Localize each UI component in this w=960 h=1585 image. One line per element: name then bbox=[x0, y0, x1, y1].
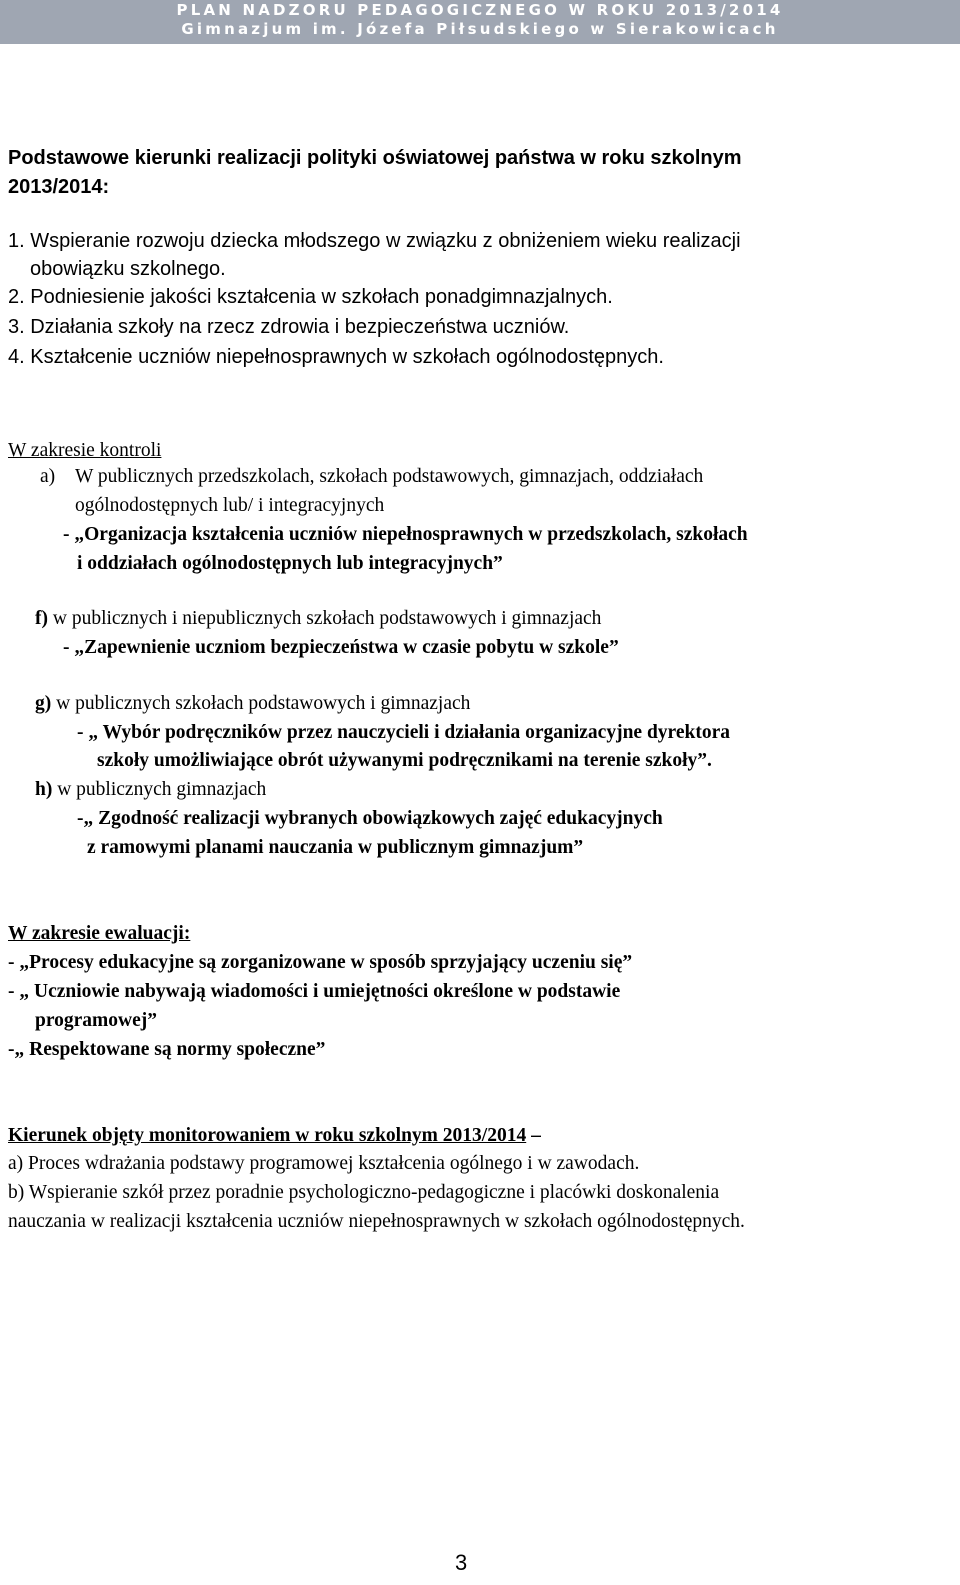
kontrola-h-topic-line2: z ramowymi planami nauczania w publicznym gimnazjum” bbox=[87, 837, 584, 858]
page-header bbox=[0, 0, 960, 44]
kontrola-h-label: h) bbox=[35, 779, 53, 800]
ewaluacja-item-3: -„ Respektowane są normy społeczne” bbox=[8, 1039, 326, 1060]
policy-item-4: 4. Kształcenie uczniów niepełnosprawnych w szkołach ogólnodostępnych. bbox=[8, 346, 664, 368]
kontrola-g-topic-line1: - „ Wybór podręczników przez nauczycieli i działania organizacyjne dyrektora bbox=[77, 722, 731, 743]
kontrola-f-text: w publicznych i niepublicznych szkołach podstawowych i gimnazjach bbox=[48, 608, 602, 629]
monitoring-heading-line bbox=[8, 1125, 541, 1147]
kontrola-g-text: w publicznych szkołach podstawowych i gimnazjach bbox=[51, 693, 471, 714]
monitoring-item-b-line2: nauczania w realizacji kształcenia uczniów niepełnosprawnych w szkołach ogólnodostępnych. bbox=[8, 1211, 745, 1232]
kontrola-heading: W zakresie kontroli bbox=[8, 440, 162, 461]
kontrola-h-line bbox=[35, 779, 266, 801]
kontrola-a-topic-line2: i oddziałach ogólnodostępnych lub integracyjnych” bbox=[77, 553, 503, 574]
policy-item-1-cont: obowiązku szkolnego. bbox=[30, 258, 226, 280]
policy-item-3: 3. Działania szkoły na rzecz zdrowia i bezpieczeństwa uczniów. bbox=[8, 316, 570, 338]
kontrola-h-topic-line1: -„ Zgodność realizacji wybranych obowiązkowych zajęć edukacyjnych bbox=[77, 808, 663, 829]
kontrola-h-text: w publicznych gimnazjach bbox=[52, 779, 267, 800]
kontrola-a-label: a) bbox=[40, 466, 56, 487]
kontrola-a-topic-line1: - „Organizacja kształcenia uczniów niepełnosprawnych w przedszkolach, szkołach bbox=[63, 524, 748, 545]
kontrola-g-topic-line2: szkoły umożliwiające obrót używanymi podręcznikami na terenie szkoły”. bbox=[97, 750, 712, 771]
kontrola-g-line bbox=[35, 693, 470, 715]
policy-title-line2: 2013/2014: bbox=[8, 176, 110, 198]
ewaluacja-heading: W zakresie ewaluacji: bbox=[8, 923, 191, 944]
kontrola-g-label: g) bbox=[35, 693, 52, 714]
kontrola-f-label: f) bbox=[35, 608, 48, 629]
monitoring-item-a: a) Proces wdrażania podstawy programowej kształcenia ogólnego i w zawodach. bbox=[8, 1153, 640, 1174]
ewaluacja-item-2-line2: programowej” bbox=[35, 1010, 158, 1031]
ewaluacja-item-1: - „Procesy edukacyjne są zorganizowane w sposób sprzyjający uczeniu się” bbox=[8, 952, 633, 973]
policy-item-1: 1. Wspieranie rozwoju dziecka młodszego w związku z obniżeniem wieku realizacji bbox=[8, 230, 741, 252]
ewaluacja-item-2-line1: - „ Uczniowie nabywają wiadomości i umiejętności określone w podstawie bbox=[8, 981, 621, 1002]
page-number: 3 bbox=[455, 1550, 468, 1575]
header-title: PLAN NADZORU PEDAGOGICZNEGO W ROKU 2013/2014 bbox=[176, 1, 784, 19]
kontrola-a-line2: ogólnodostępnych lub/ i integracyjnych bbox=[75, 495, 385, 516]
kontrola-f-topic: - „Zapewnienie uczniom bezpieczeństwa w czasie pobytu w szkole” bbox=[63, 637, 619, 658]
policy-item-2: 2. Podniesienie jakości kształcenia w szkołach ponadgimnazjalnych. bbox=[8, 286, 613, 308]
monitoring-item-b-line1: b) Wspieranie szkół przez poradnie psychologiczno-pedagogiczne i placówki doskonalenia bbox=[8, 1182, 720, 1203]
monitoring-dash: – bbox=[526, 1125, 541, 1146]
kontrola-a-line1: W publicznych przedszkolach, szkołach podstawowych, gimnazjach, oddziałach bbox=[75, 466, 704, 487]
kontrola-f-line bbox=[35, 608, 601, 630]
header-subtitle: Gimnazjum im. Józefa Piłsudskiego w Sierakowicach bbox=[181, 20, 779, 38]
monitoring-heading: Kierunek objęty monitorowaniem w roku szkolnym 2013/2014 bbox=[8, 1125, 527, 1146]
policy-title-line1: Podstawowe kierunki realizacji polityki oświatowej państwa w roku szkolnym bbox=[8, 147, 742, 169]
